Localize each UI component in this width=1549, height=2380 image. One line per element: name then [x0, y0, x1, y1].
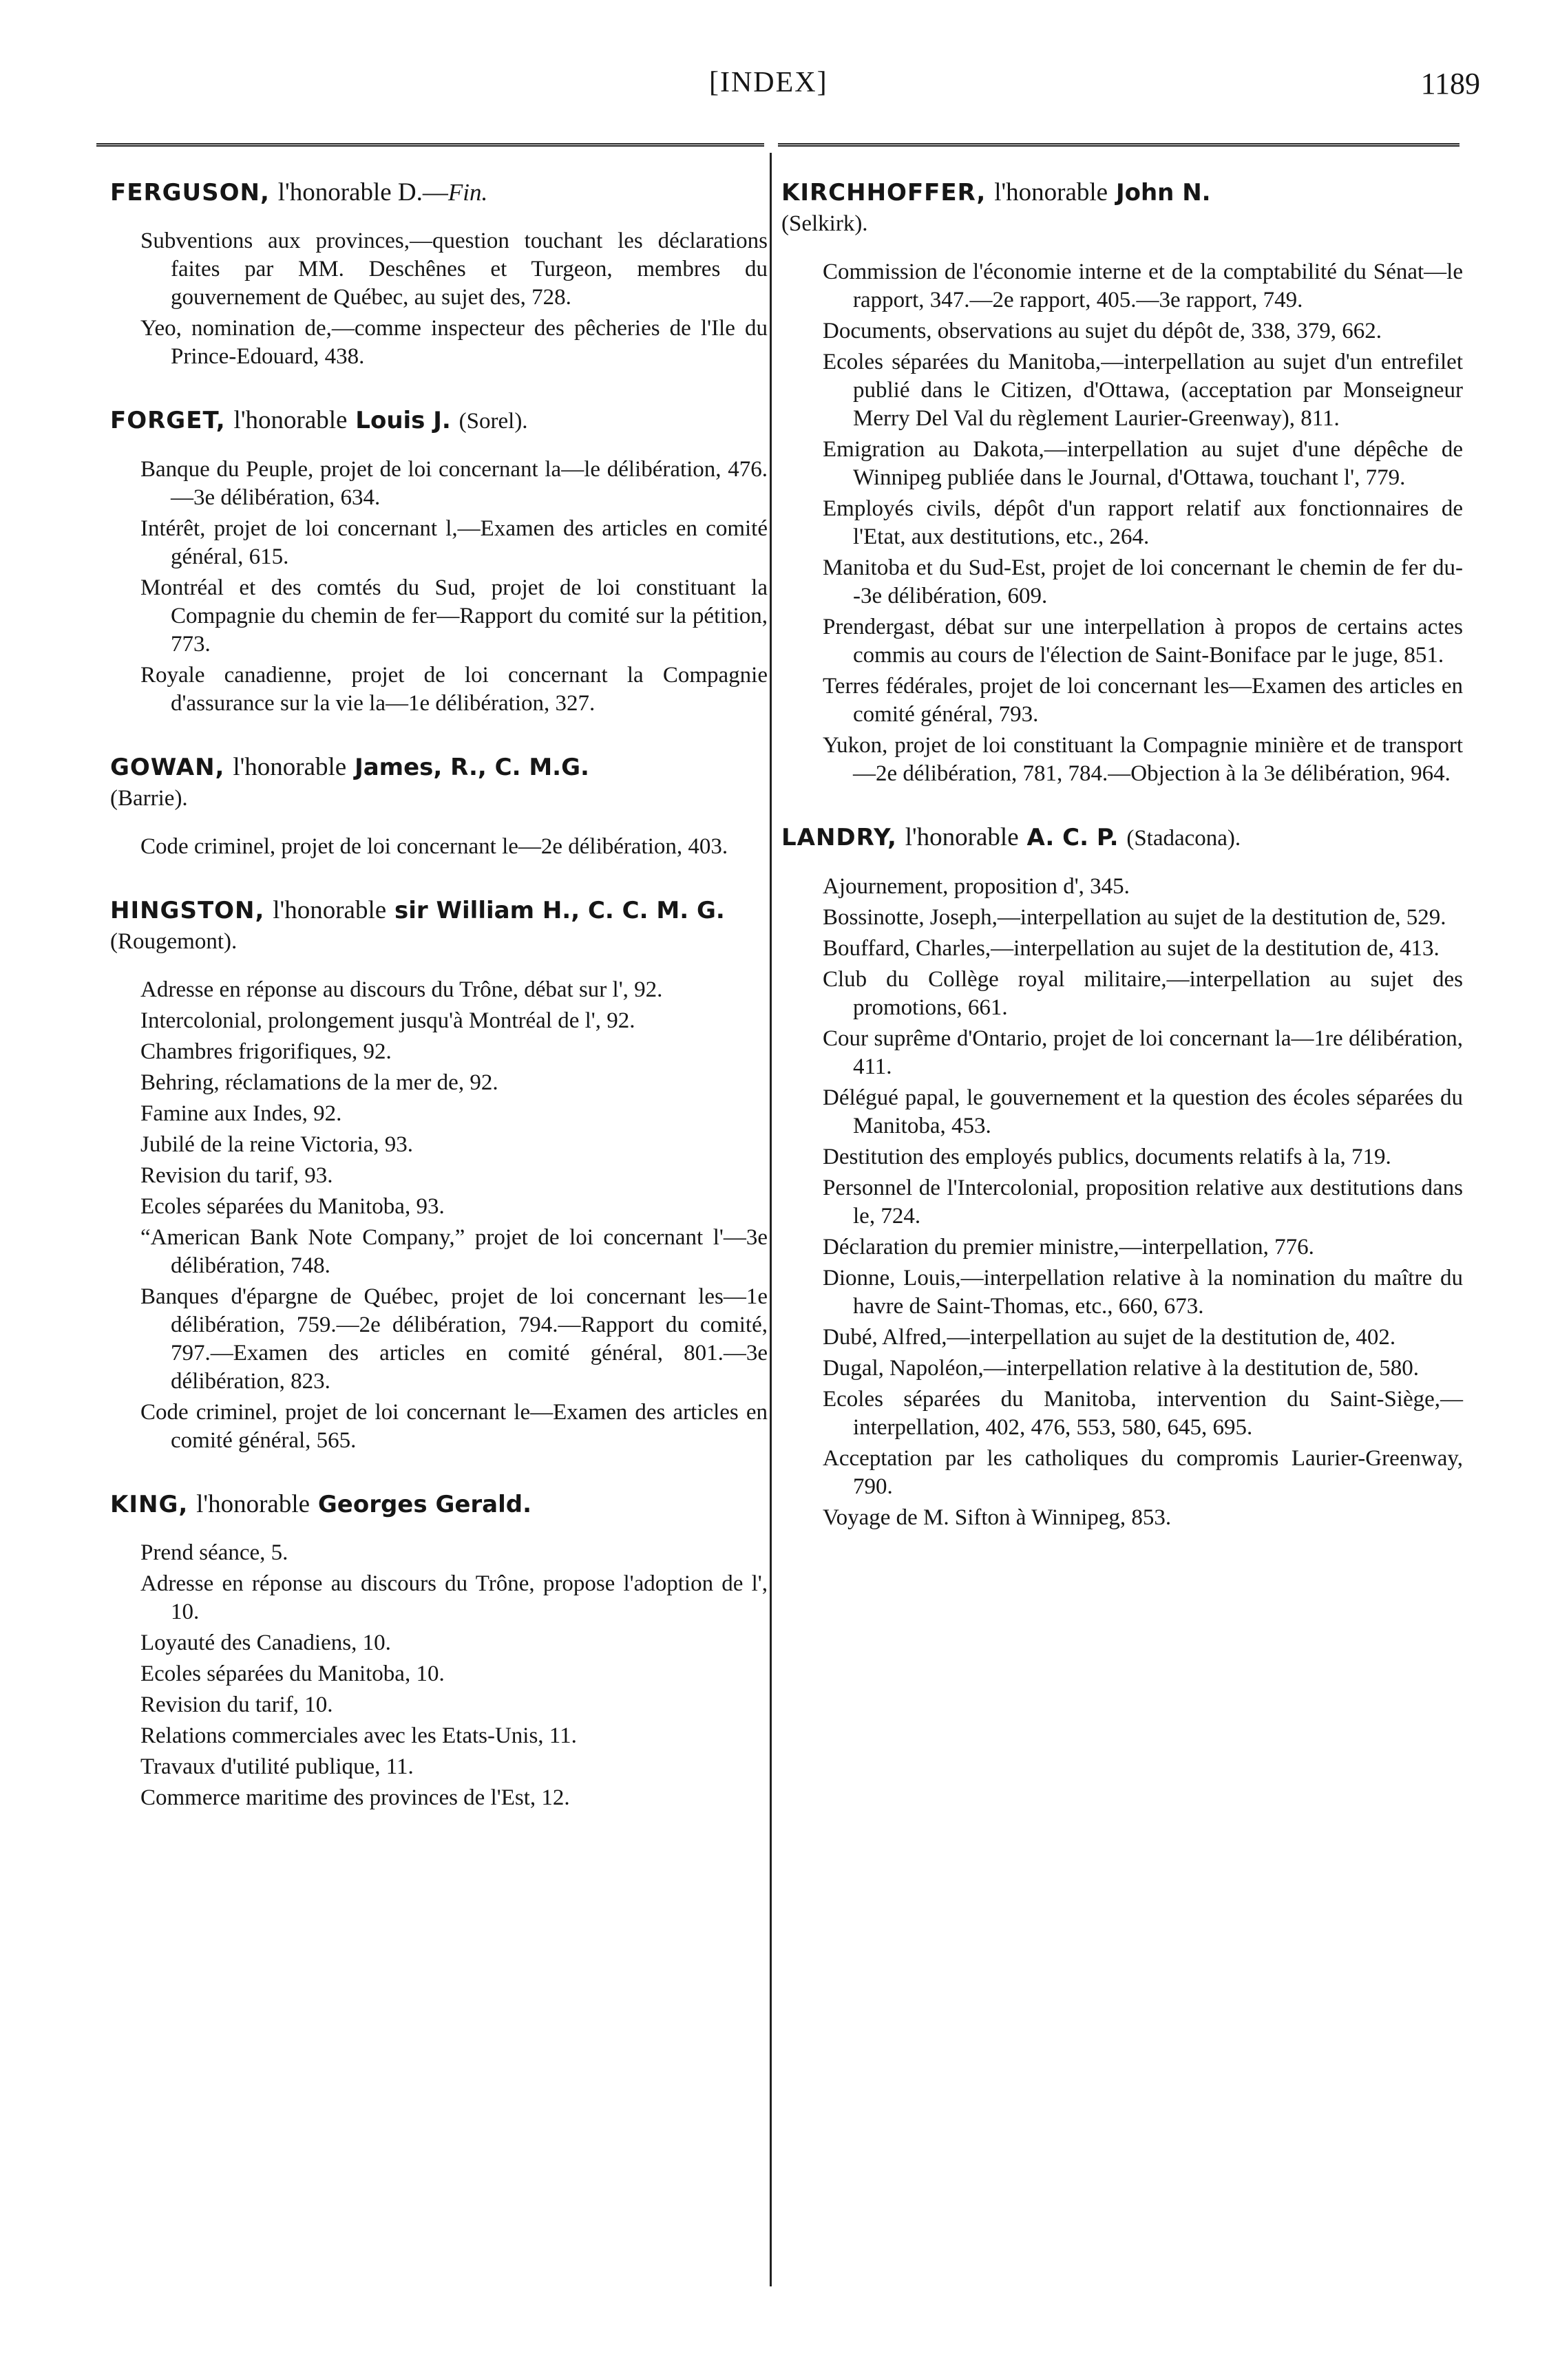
index-item: Club du Collège royal militaire,—interpellation au sujet des promotions, 661.	[823, 967, 1463, 1020]
entry-honorific: l'honorable	[196, 1490, 310, 1518]
index-item: Documents, observations au sujet du dépôt de, 338, 379, 662.	[823, 319, 1382, 343]
index-item: Revision du tarif, 10.	[140, 1692, 333, 1717]
entry-surname: FORGET,	[110, 407, 226, 434]
entry-surname: LANDRY,	[781, 824, 897, 851]
entry-surname: GOWAN,	[110, 754, 225, 781]
entry-items	[110, 1539, 768, 1812]
entry-given-name: Louis J.	[355, 407, 451, 434]
entry-items	[110, 976, 768, 1455]
index-item: Jubilé de la reine Victoria, 93.	[140, 1132, 414, 1157]
index-item: Yukon, projet de loi constituant la Compagnie minière et de transport—2e délibération, 781, 784.—Objection à la 3e délibération, 964.	[823, 733, 1463, 786]
index-item: “American Bank Note Company,” projet de loi concernant l'—3e délibération, 748.	[140, 1225, 768, 1278]
index-item: Chambres frigorifiques, 92.	[140, 1039, 392, 1064]
left-column	[110, 178, 768, 1847]
entry-honorific: l'honorable	[905, 823, 1019, 851]
header-rule-right	[778, 143, 1460, 147]
right-column	[781, 178, 1463, 1566]
entry-gowan	[110, 752, 768, 861]
index-item: Personnel de l'Intercolonial, proposition relative aux destitutions dans le, 724.	[823, 1176, 1463, 1229]
index-item: Bossinotte, Joseph,—interpellation au sujet de la destitution de, 529.	[823, 905, 1446, 930]
entry-items	[110, 227, 768, 371]
entry-items	[781, 873, 1463, 1532]
entry-riding: (Sorel).	[459, 409, 528, 434]
entry-given-name: James, R., C. M.G.	[355, 754, 589, 781]
entry-items	[781, 258, 1463, 788]
index-item: Banque du Peuple, projet de loi concernant la—le délibération, 476.—3e délibération, 634.	[140, 457, 768, 510]
entry-riding: (Selkirk).	[781, 211, 868, 236]
index-item: Ecoles séparées du Manitoba, intervention du Saint-Siège,—interpellation, 402, 476, 553, 580, 645, 695.	[823, 1387, 1463, 1440]
index-item: Banques d'épargne de Québec, projet de loi concernant les—1e délibération, 759.—2e délibération, 794.—Rapport du comité, 797.—Examen des articles en comité général, 801.—3e délibération, 823.	[140, 1284, 768, 1394]
entry-ferguson	[110, 178, 768, 371]
index-item: Manitoba et du Sud-Est, projet de loi concernant le chemin de fer du- -3e délibération, 609.	[823, 555, 1463, 608]
index-item: Famine aux Indes, 92.	[140, 1101, 342, 1126]
index-item: Loyauté des Canadiens, 10.	[140, 1630, 391, 1655]
index-item: Relations commerciales avec les Etats-Unis, 11.	[140, 1723, 577, 1748]
entry-surname: KING,	[110, 1491, 189, 1518]
header-rule-left	[96, 143, 764, 147]
index-item: Yeo, nomination de,—comme inspecteur des pêcheries de l'Ile du Prince-Edouard, 438.	[140, 316, 768, 369]
index-item: Prend séance, 5.	[140, 1540, 288, 1565]
index-item: Voyage de M. Sifton à Winnipeg, 853.	[823, 1505, 1172, 1530]
entry-hingston	[110, 895, 768, 1455]
entry-heading	[110, 895, 768, 957]
index-item: Acceptation par les catholiques du compromis Laurier-Greenway, 790.	[823, 1446, 1463, 1499]
entry-heading	[110, 1489, 768, 1520]
entry-honorific: l'honorable	[233, 406, 348, 434]
page-header	[0, 66, 1549, 114]
entry-surname: KIRCHHOFFER,	[781, 179, 987, 206]
entry-items	[110, 456, 768, 718]
index-item: Emigration au Dakota,—interpellation au sujet d'une dépêche de Winnipeg publiée dans le Journal, d'Ottawa, touchant l', 779.	[823, 437, 1463, 490]
index-item: Cour suprême d'Ontario, projet de loi concernant la—1re délibération, 411.	[823, 1026, 1463, 1079]
index-item: Intérêt, projet de loi concernant l,—Examen des articles en comité général, 615.	[140, 516, 768, 569]
index-item: Employés civils, dépôt d'un rapport relatif aux fonctionnaires de l'Etat, aux destitutions, etc., 264.	[823, 496, 1463, 549]
page-title: [INDEX]	[709, 67, 828, 98]
index-item: Royale canadienne, projet de loi concernant la Compagnie d'assurance sur la vie la—1e délibération, 327.	[140, 663, 768, 716]
index-item: Commission de l'économie interne et de la comptabilité du Sénat—le rapport, 347.—2e rapport, 405.—3e rapport, 749.	[823, 259, 1463, 312]
entry-honorific: l'honorable D.—	[277, 178, 448, 206]
index-item: Destitution des employés publics, documents relatifs à la, 719.	[823, 1145, 1391, 1169]
index-item: Prendergast, débat sur une interpellation à propos de certains actes commis au cours de l'élection de Saint-Boniface par le juge, 851.	[823, 615, 1463, 668]
index-item: Dionne, Louis,—interpellation relative à la nomination du maître du havre de Saint-Thomas, etc., 660, 673.	[823, 1266, 1463, 1319]
entry-heading	[781, 822, 1463, 853]
index-item: Revision du tarif, 93.	[140, 1163, 333, 1188]
index-item: Intercolonial, prolongement jusqu'à Montréal de l', 92.	[140, 1008, 635, 1033]
index-item: Adresse en réponse au discours du Trône, propose l'adoption de l', 10.	[140, 1571, 768, 1624]
entry-honorific: l'honorable	[273, 896, 387, 924]
index-item: Bouffard, Charles,—interpellation au sujet de la destitution de, 413.	[823, 936, 1440, 961]
index-item: Déclaration du premier ministre,—interpellation, 776.	[823, 1235, 1314, 1260]
index-item: Subventions aux provinces,—question touchant les déclarations faites par MM. Deschênes et Turgeon, membres du gouvernement de Québec, au sujet des, 728.	[140, 229, 768, 310]
entry-given-name: Georges Gerald.	[317, 1491, 532, 1518]
entry-riding: (Barrie).	[110, 786, 188, 811]
entry-honorific: l'honorable	[994, 178, 1108, 206]
entry-surname: HINGSTON,	[110, 897, 265, 924]
index-item: Ajournement, proposition d', 345.	[823, 874, 1130, 899]
index-item: Dubé, Alfred,—interpellation au sujet de la destitution de, 402.	[823, 1325, 1396, 1350]
index-item: Montréal et des comtés du Sud, projet de loi constituant la Compagnie du chemin de fer—Rapport du comité sur la pétition, 773.	[140, 575, 768, 657]
entry-forget	[110, 405, 768, 718]
index-item: Terres fédérales, projet de loi concernant les—Examen des articles en comité général, 793.	[823, 674, 1463, 727]
entry-given-name: sir William H., C. C. M. G.	[394, 897, 725, 924]
entry-honorific: l'honorable	[233, 753, 347, 781]
entry-items	[110, 833, 768, 861]
index-item: Commerce maritime des provinces de l'Est, 12.	[140, 1785, 570, 1810]
index-item: Travaux d'utilité publique, 11.	[140, 1754, 414, 1779]
index-item: Ecoles séparées du Manitoba, 93.	[140, 1194, 445, 1219]
entry-king	[110, 1489, 768, 1812]
entry-riding: (Rougemont).	[110, 929, 238, 954]
entry-riding: (Stadacona).	[1126, 826, 1241, 851]
page-number: 1189	[1420, 67, 1480, 100]
index-item: Délégué papal, le gouvernement et la question des écoles séparées du Manitoba, 453.	[823, 1085, 1463, 1138]
index-item: Code criminel, projet de loi concernant le—Examen des articles en comité général, 565.	[140, 1400, 768, 1453]
entry-surname: FERGUSON,	[110, 179, 270, 206]
entry-heading	[110, 752, 768, 814]
index-item: Behring, réclamations de la mer de, 92.	[140, 1070, 498, 1095]
entry-suffix: Fin.	[447, 179, 488, 206]
index-item: Ecoles séparées du Manitoba,—interpellation au sujet d'un entrefilet publié dans le Citizen, d'Ottawa, (acceptation par Monseigneur Merry Del Val du règlement Laurier-Greenway), 811.	[823, 350, 1463, 431]
entry-given-name: A. C. P.	[1026, 824, 1119, 851]
entry-heading	[110, 405, 768, 436]
column-divider	[770, 153, 772, 2286]
index-item: Ecoles séparées du Manitoba, 10.	[140, 1661, 445, 1686]
entry-landry	[781, 822, 1463, 1532]
index-item: Adresse en réponse au discours du Trône, débat sur l', 92.	[140, 977, 663, 1002]
index-item: Code criminel, projet de loi concernant le—2e délibération, 403.	[140, 834, 728, 859]
entry-heading	[781, 178, 1463, 239]
entry-kirchhoffer	[781, 178, 1463, 788]
entry-given-name: John N.	[1115, 179, 1211, 206]
entry-heading	[110, 178, 768, 208]
index-item: Dugal, Napoléon,—interpellation relative à la destitution de, 580.	[823, 1356, 1420, 1381]
